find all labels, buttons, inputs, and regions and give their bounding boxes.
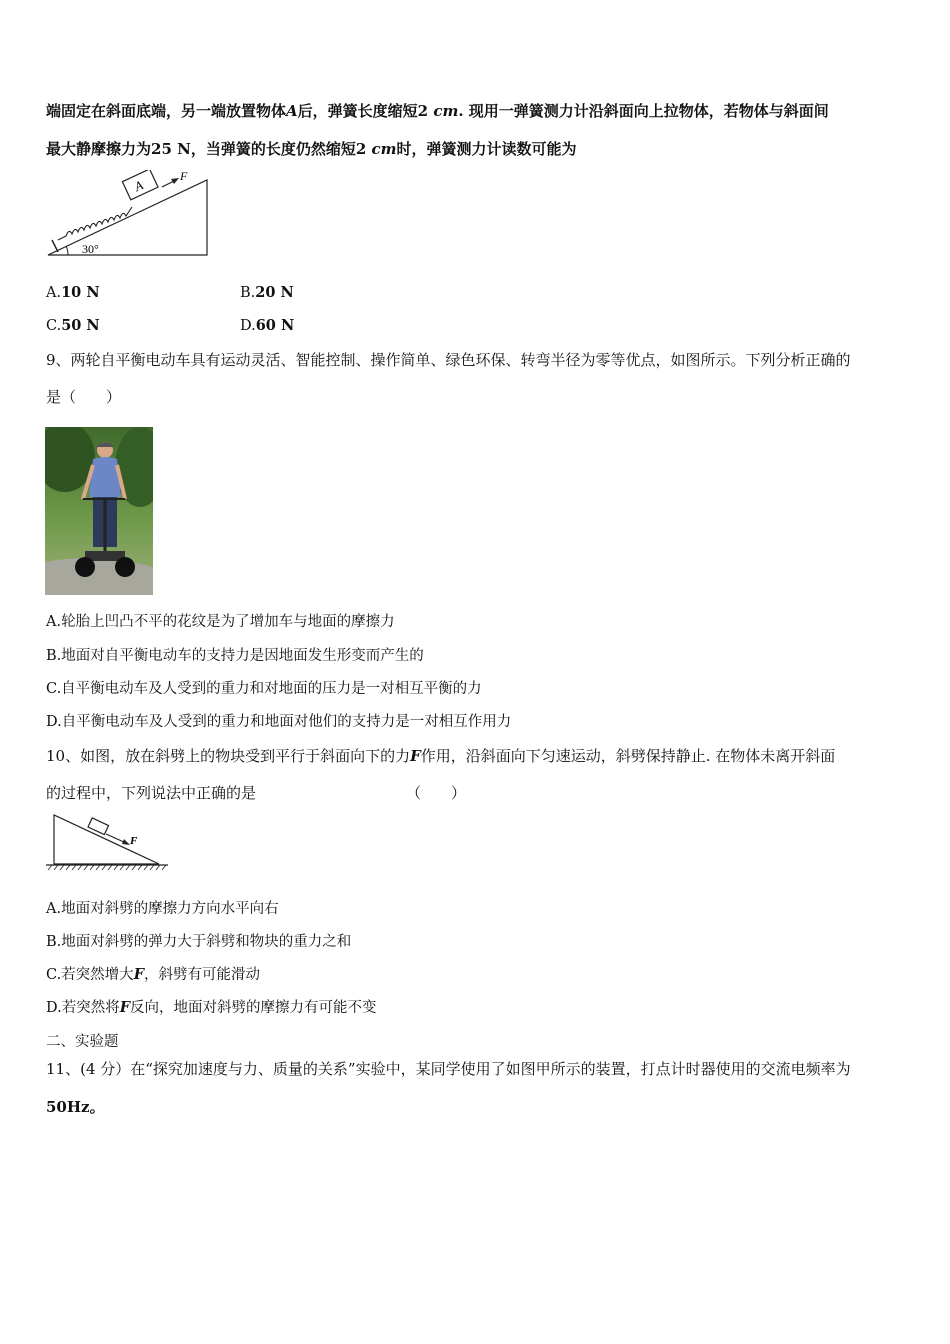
q9-option-a[interactable]: A.轮胎上凹凸不平的花纹是为了增加车与地面的摩擦力 (46, 614, 395, 630)
q8-option-c[interactable]: C.50 N (46, 317, 100, 334)
q8-angle-label: 30° (82, 242, 99, 256)
q10-option-b[interactable]: B.地面对斜劈的弹力大于斜劈和物块的重力之和 (46, 934, 352, 950)
q9-option-b[interactable]: B.地面对自平衡电动车的支持力是因地面发生形变而产生的 (46, 648, 424, 664)
q10-wedge-figure (44, 812, 172, 872)
q10-stem-line1: 10、如图，放在斜劈上的物块受到平行于斜面向下的力F作用，沿斜面向下匀速运动，斜劈保持静止. 在物体未离开斜面 (46, 747, 836, 765)
q8-block-label: A (131, 177, 146, 195)
q11-stem-line2: 50Hz。 (46, 1098, 105, 1116)
q8-option-d[interactable]: D.60 N (240, 317, 295, 334)
q9-segway-photo (45, 427, 153, 595)
q9-stem-line2: 是（ ） (46, 388, 122, 406)
section-title-experiment: 二、实验题 (46, 1034, 119, 1050)
q10-stem-line2: 的过程中，下列说法中正确的是 （ ） (46, 784, 467, 802)
q10-option-c[interactable]: C.若突然增大F，斜劈有可能滑动 (46, 966, 260, 983)
q8-stem-line1: 端固定在斜面底端，另一端放置物体A后，弹簧长度缩短2 cm. 现用一弹簧测力计沿斜面向上拉物体，若物体与斜面间 (46, 102, 829, 120)
q8-option-b[interactable]: B.20 N (240, 284, 294, 301)
q10-option-d[interactable]: D.若突然将F反向，地面对斜劈的摩擦力有可能不变 (46, 999, 377, 1016)
q8-option-a[interactable]: A.10 N (46, 284, 100, 301)
q10-force-label: F (130, 835, 138, 847)
q10-option-a[interactable]: A.地面对斜劈的摩擦力方向水平向右 (46, 901, 279, 917)
q8-incline-spring-figure (44, 170, 212, 260)
q11-stem-line1: 11、(4 分）在“探究加速度与力、质量的关系”实验中，某同学使用了如图甲所示的装置，打点计时器使用的交流电频率为 (46, 1060, 851, 1078)
q9-option-d[interactable]: D.自平衡电动车及人受到的重力和地面对他们的支持力是一对相互作用力 (46, 714, 512, 730)
q9-stem-line1: 9、两轮自平衡电动车具有运动灵活、智能控制、操作简单、绿色环保、转弯半径为零等优点，如图所示。下列分析正确的 (46, 351, 851, 369)
q8-stem-line2: 最大静摩擦力为25 N，当弹簧的长度仍然缩短2 cm时，弹簧测力计读数可能为 (46, 140, 577, 158)
q8-force-label: F (180, 170, 188, 183)
q9-option-c[interactable]: C.自平衡电动车及人受到的重力和对地面的压力是一对相互平衡的力 (46, 681, 482, 697)
